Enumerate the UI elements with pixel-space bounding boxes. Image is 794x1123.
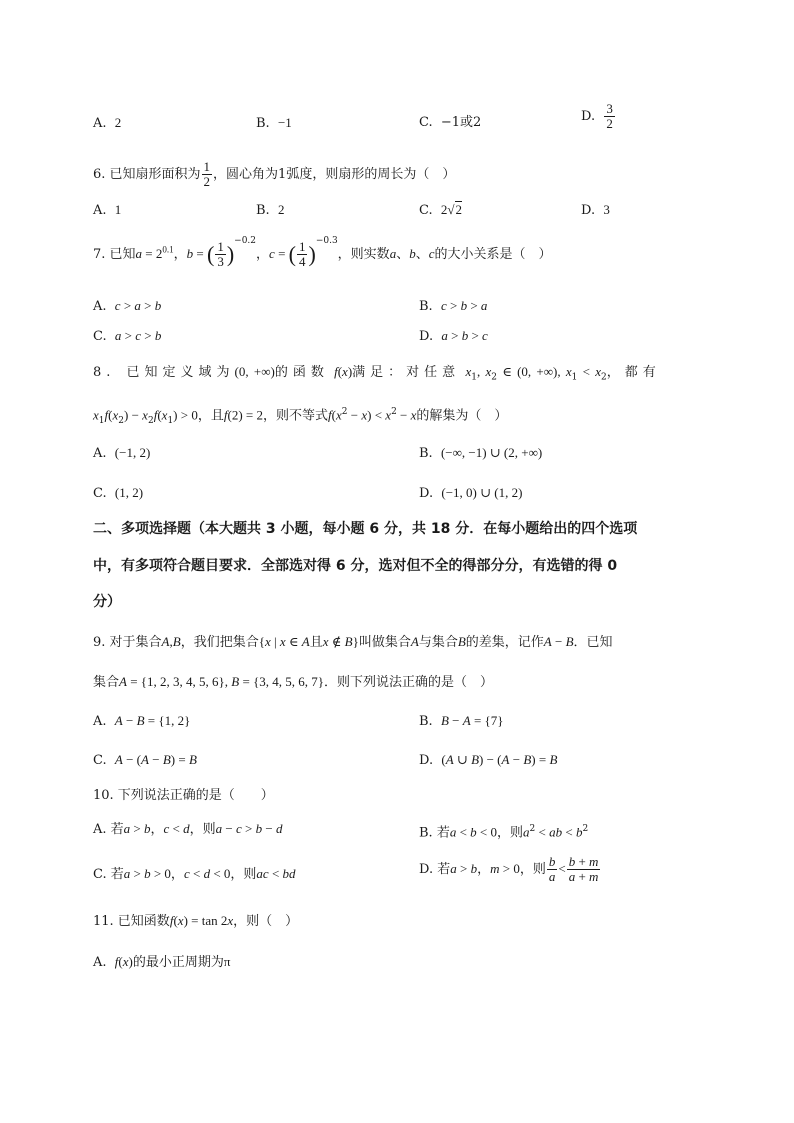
fraction: $\frac{1}{2}$ [203,159,211,189]
q6-stem: 6. 已知扇形面积为 $\frac{1}{2}$ ，圆心角为1弧度，则扇形的周长为（ ） [93,159,456,189]
q6-option-d: D. 3 [581,202,610,218]
q9-option-b: B. B − A = {7} [419,713,504,729]
q8-option-b: B. (−∞, −1) ∪ (2, +∞) [419,445,543,461]
fraction: $\frac{3}{2}$ [606,101,613,131]
q9-stem-line2: 集合A = {1, 2, 3, 4, 5, 6}, B = {3, 4, 5, 6, 7}．则下列说法正确的是（ ） [93,674,494,690]
q10-option-a: A. 若a > b，c < d，则a − c > b − d [93,821,283,837]
q8-stem-line2: $x_1f(x_2) - x_2f(x_1) > 0$，且f(2) = 2，则不等式$f(x^2 - x) < x^2 - x$的解集为（ ） [93,407,508,426]
q7-option-d: D. a > b > c [419,328,488,344]
q6-option-a: A. 1 [93,202,122,218]
q10-option-c: C. 若a > b > 0，c < d < 0，则ac < bd [93,866,296,882]
q11-option-a: A. f(x)的最小正周期为π [93,954,231,970]
q10-stem: 10. 下列说法正确的是（ ） [93,788,274,803]
q11-stem: 11. 已知函数f(x) = tan 2x，则（ ） [93,913,299,929]
q6-option-c: C. 2√2 [419,202,463,218]
q7-option-a: A. c > a > b [93,298,162,314]
q6-option-b: B. 2 [256,202,285,218]
q8-option-c: C. (1, 2) [93,485,144,501]
section-heading-line2: 中，有多项符合题目要求．全部选对得 6 分，选对但不全的得部分分，有选错的得 0 [93,558,618,574]
q8-stem-line1: 8. 已知定义域为(0, +∞)的函数 f(x)满足：对任意 $x_1$, $x_2$ ∈ (0, +∞), $x_1 < x_2$，都有 [93,364,661,383]
q10-option-b: B. 若a < b < 0，则$a^2$ < ab < $b^2$ [419,824,589,841]
q5-option-d: D. $\frac{3}{2}$ [581,101,613,131]
q5-option-a: A. 2 [93,115,122,131]
q7-option-c: C. a > c > b [93,328,162,344]
q10-option-d: D. 若a > b，m > 0，则 $\frac{b}{a}$ < $\frac{b + m}{a + m}$ [419,854,599,884]
section-heading-line3: 分） [93,594,121,610]
q8-option-d: D. (−1, 0) ∪ (1, 2) [419,485,523,501]
q7-stem: 7. 已知$a = 2^{0.1}$，b = ( $\frac{1}{3}$ )$^{-0.2}$，c = ( $\frac{1}{4}$ )$^{-0.3}$，则实数a、b、c的大小关系是（ ） [93,235,552,269]
q7-option-b: B. c > b > a [419,298,488,314]
q9-option-a: A. A − B = {1, 2} [93,713,191,729]
q5-option-b: B. −1 [256,115,292,131]
q9-option-c: C. A − (A − B) = B [93,752,197,768]
q8-option-a: A. (−1, 2) [93,445,151,461]
section-heading-line1: 二、多项选择题（本大题共 3 小题，每小题 6 分，共 18 分．在每小题给出的四个选项 [93,521,638,537]
q9-stem-line1: 9. 对于集合A,B，我们把集合{x | x ∈ A且x ∉ B}叫做集合A与集合B的差集，记作A − B．已知 [93,634,613,650]
q5-option-c: C. −1或2 [419,115,482,130]
q9-option-d: D. (A ∪ B) − (A − B) = B [419,752,558,768]
